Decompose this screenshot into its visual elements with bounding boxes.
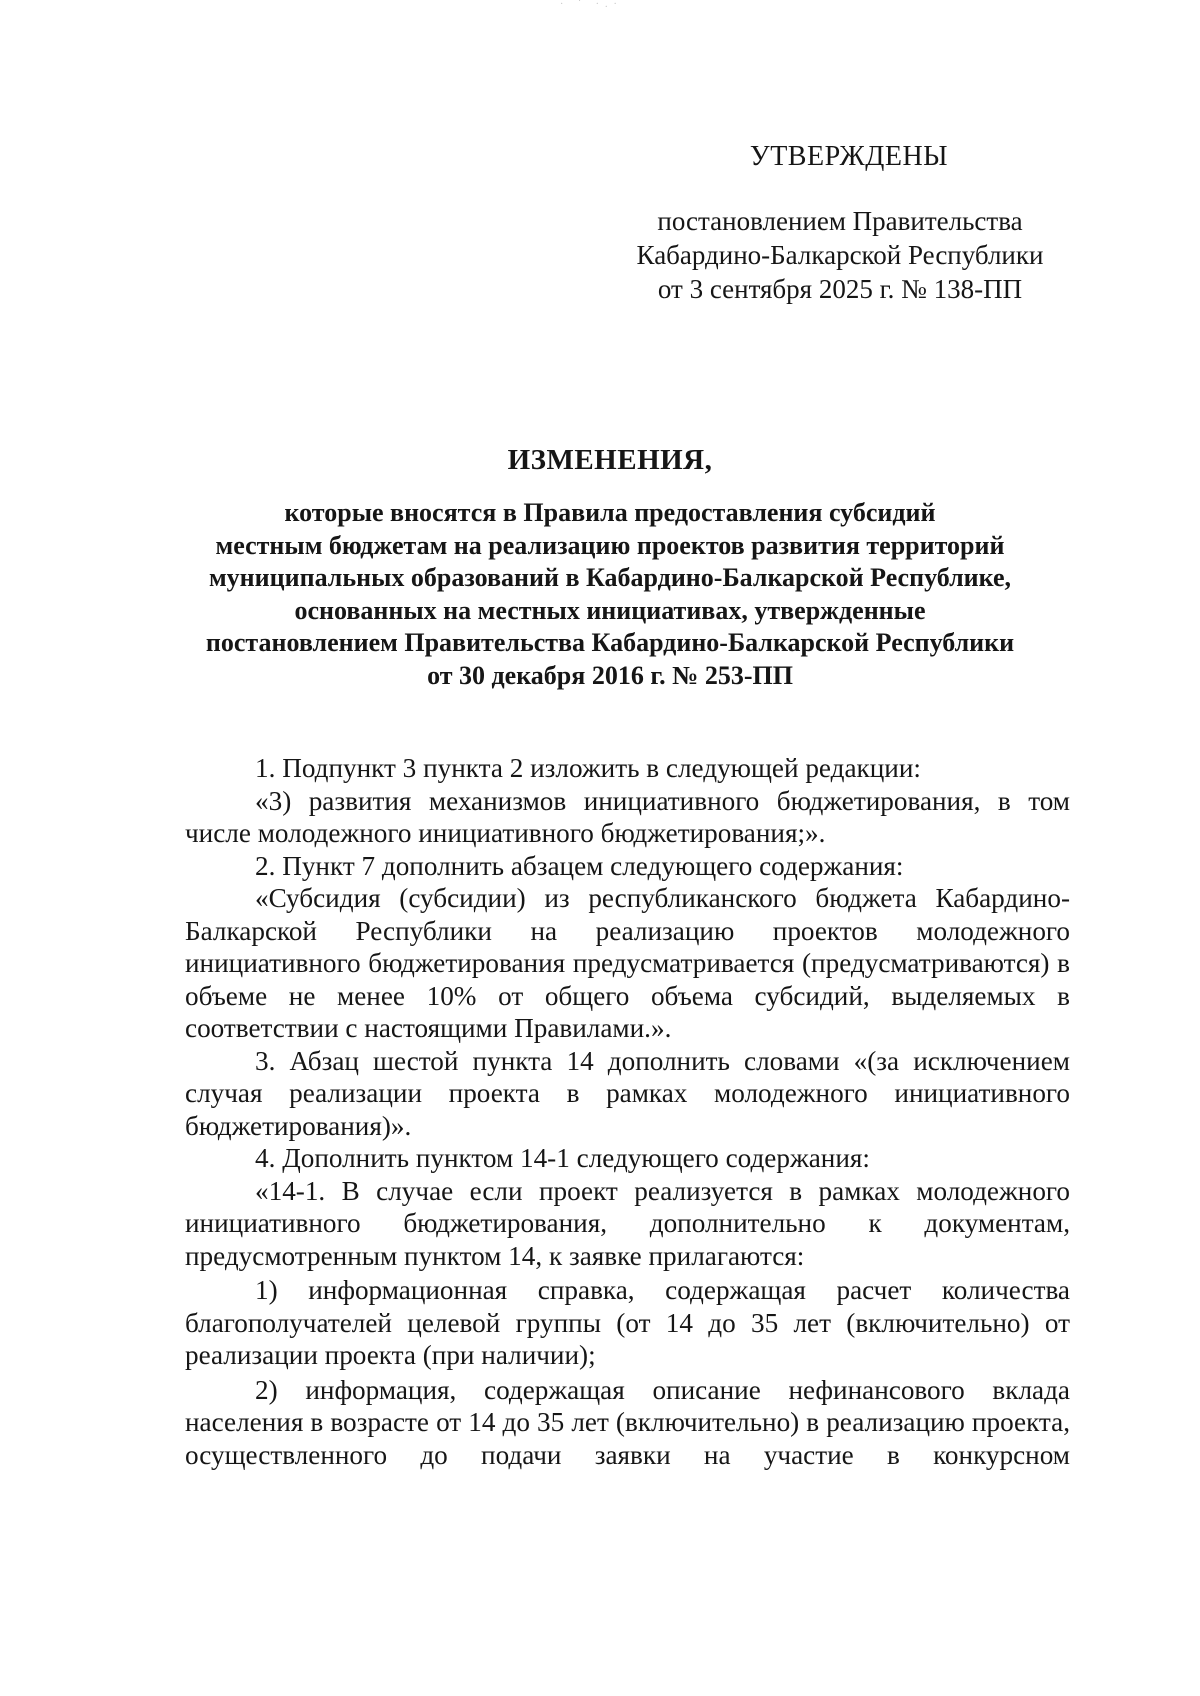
paragraph-quote-1: «3) развития механизмов инициативного бюджетирования, в том числе молодежного инициативного бюджетирования;». <box>185 785 1070 848</box>
paragraph-item-1: 1. Подпункт 3 пункта 2 изложить в следующей редакции: <box>255 753 921 783</box>
approval-line: постановлением Правительства <box>657 206 1023 236</box>
heading-line: муниципальных образований в Кабардино-Балкарской Республике, <box>208 563 1012 592</box>
approval-block <box>620 140 1060 306</box>
paragraph-quote-2: «Субсидия (субсидии) из республиканского бюджета Кабардино-Балкарской Республики на реализацию проектов молодежного инициативного бюджетирования предусматривается (предусматриваются) в объеме не менее 10% от общего объема субсидий, выделяемых в соответствии с настоящими Правилами.». <box>185 883 1070 1043</box>
document-heading <box>150 443 1070 692</box>
approval-line: Кабардино-Балкарской Республики <box>636 240 1044 270</box>
document-body <box>185 752 1070 1471</box>
paragraph-subitem-1: 1) информационная справка, содержащая расчет количества благополучателей целевой группы (от 14 до 35 лет (включительно) от реализации проекта (при наличии); <box>185 1275 1070 1370</box>
heading-line: постановлением Правительства Кабардино-Балкарской Республики <box>205 628 1015 657</box>
heading-line: основанных на местных инициативах, утвержденные <box>294 595 926 625</box>
approval-line: от 3 сентября 2025 г. № 138-ПП <box>657 274 1023 304</box>
heading-line: которые вносятся в Правила предоставления субсидий <box>284 498 936 527</box>
heading-title: ИЗМЕНЕНИЯ, <box>507 444 713 476</box>
paragraph-quote-3: «14-1. В случае если проект реализуется в рамках молодежного инициативного бюджетирования, дополнительно к документам, предусмотренным пунктом 14, к заявке прилагаются: <box>185 1175 1070 1271</box>
heading-line: от 30 декабря 2016 г. № 253-ПП <box>427 660 793 690</box>
paragraph-item-2: 2. Пункт 7 дополнить абзацем следующего содержания: <box>255 850 904 881</box>
paragraph-item-3: 3. Абзац шестой пункта 14 дополнить словами «(за исключением случая реализации проекта в рамках молодежного инициативного бюджетирования)». <box>185 1045 1070 1141</box>
approval-title: УТВЕРЖДЕНЫ <box>749 141 949 172</box>
scan-artifact: · ˙ ·.· <box>560 0 623 10</box>
heading-line: местным бюджетам на реализацию проектов развития территорий <box>215 530 1005 560</box>
paragraph-subitem-2: 2) информация, содержащая описание нефинансового вклада населения в возрасте от 14 до 35 лет (включительно) в реализацию проекта, осуществленного до подачи заявки на участие в конкурсном <box>185 1374 1070 1470</box>
paragraph-item-4: 4. Дополнить пунктом 14-1 следующего содержания: <box>255 1143 870 1173</box>
